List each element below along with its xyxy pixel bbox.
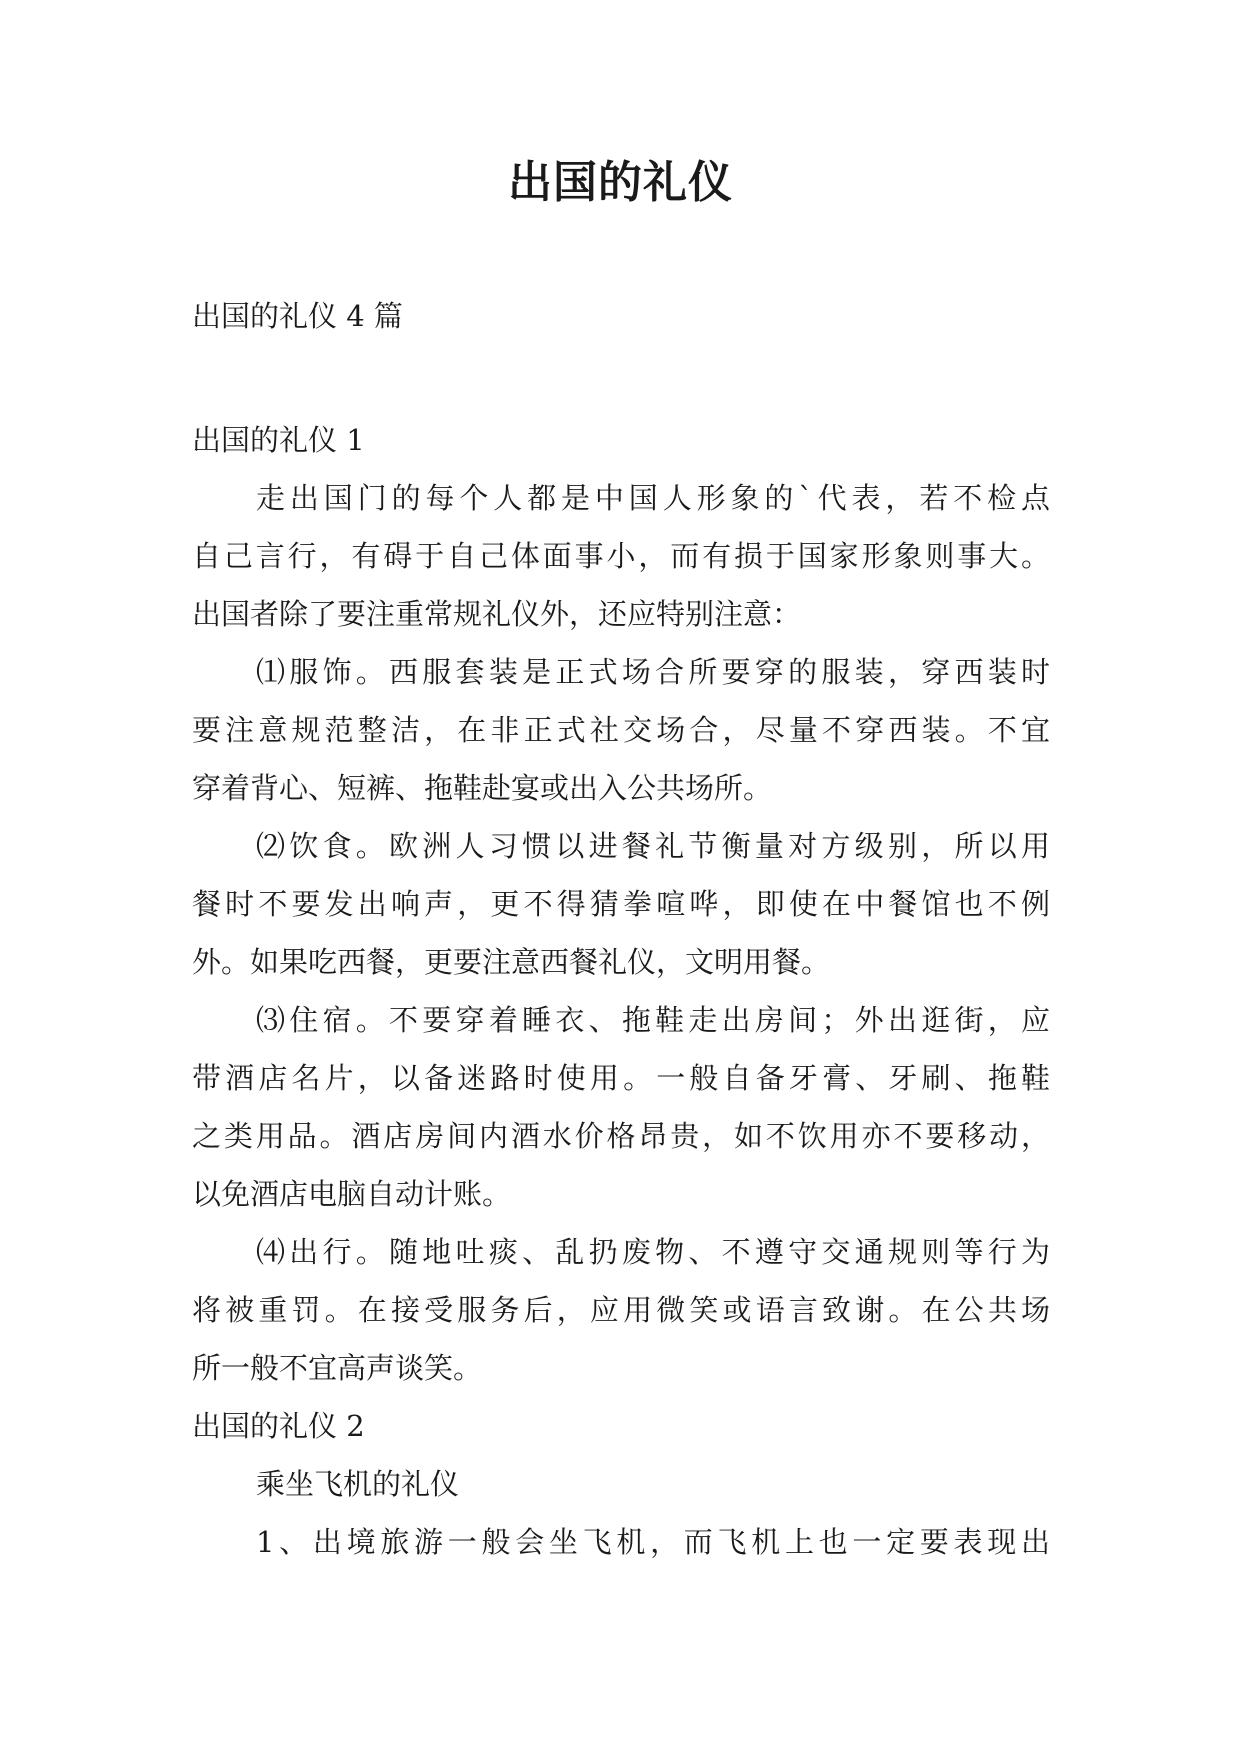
section-2-heading: 出国的礼仪 2 xyxy=(192,1409,365,1443)
paragraph-line: 以免酒店电脑自动计账。 xyxy=(192,1177,512,1211)
paragraph-line: 带酒店名片，以备迷路时使用。一般自备牙膏、牙刷、拖鞋 xyxy=(192,1061,1050,1095)
section-2-item-1 xyxy=(192,1513,1050,1571)
section-1-item-dining xyxy=(192,817,1050,991)
paragraph-line: 要注意规范整洁，在非正式社交场合，尽量不穿西装。不宜 xyxy=(192,713,1050,747)
paragraph-line: 外。如果吃西餐，更要注意西餐礼仪，文明用餐。 xyxy=(192,945,831,979)
paragraph-line: ⑵饮食。欧洲人习惯以进餐礼节衡量对方级别，所以用 xyxy=(256,829,1050,863)
paragraph-line: 自己言行，有碍于自己体面事小，而有损于国家形象则事大。 xyxy=(192,539,1050,573)
paragraph-line: ⑶住宿。不要穿着睡衣、拖鞋走出房间；外出逛街，应 xyxy=(256,1003,1050,1037)
paragraph-line: 出国者除了要注重常规礼仪外，还应特别注意： xyxy=(192,597,802,631)
section-1-item-travel xyxy=(192,1223,1050,1397)
paragraph-line: 1、出境旅游一般会坐飞机，而飞机上也一定要表现出 xyxy=(256,1525,1050,1559)
document-body xyxy=(192,411,1050,1571)
document-subtitle: 出国的礼仪 4 篇 xyxy=(192,299,403,333)
section-1-heading: 出国的礼仪 1 xyxy=(192,423,365,457)
paragraph-line: 穿着背心、短裤、拖鞋赴宴或出入公共场所。 xyxy=(192,771,773,805)
paragraph-line: 走出国门的每个人都是中国人形象的`代表，若不检点 xyxy=(256,481,1050,515)
paragraph-line: 将被重罚。在接受服务后，应用微笑或语言致谢。在公共场 xyxy=(192,1293,1050,1327)
paragraph-line: 餐时不要发出响声，更不得猜拳喧哗，即使在中餐馆也不例 xyxy=(192,887,1050,921)
paragraph-line: ⑴服饰。西服套装是正式场合所要穿的服装，穿西装时 xyxy=(256,655,1050,689)
section-2-subheading: 乘坐飞机的礼仪 xyxy=(256,1467,460,1501)
section-1-item-lodging xyxy=(192,991,1050,1223)
document-title: 出国的礼仪 xyxy=(508,157,733,208)
paragraph-line: ⑷出行。随地吐痰、乱扔废物、不遵守交通规则等行为 xyxy=(256,1235,1050,1269)
section-1-item-clothing xyxy=(192,643,1050,817)
paragraph-line: 所一般不宜高声谈笑。 xyxy=(192,1351,483,1385)
section-1-intro-paragraph xyxy=(192,469,1050,643)
paragraph-line: 之类用品。酒店房间内酒水价格昂贵，如不饮用亦不要移动， xyxy=(192,1119,1050,1153)
